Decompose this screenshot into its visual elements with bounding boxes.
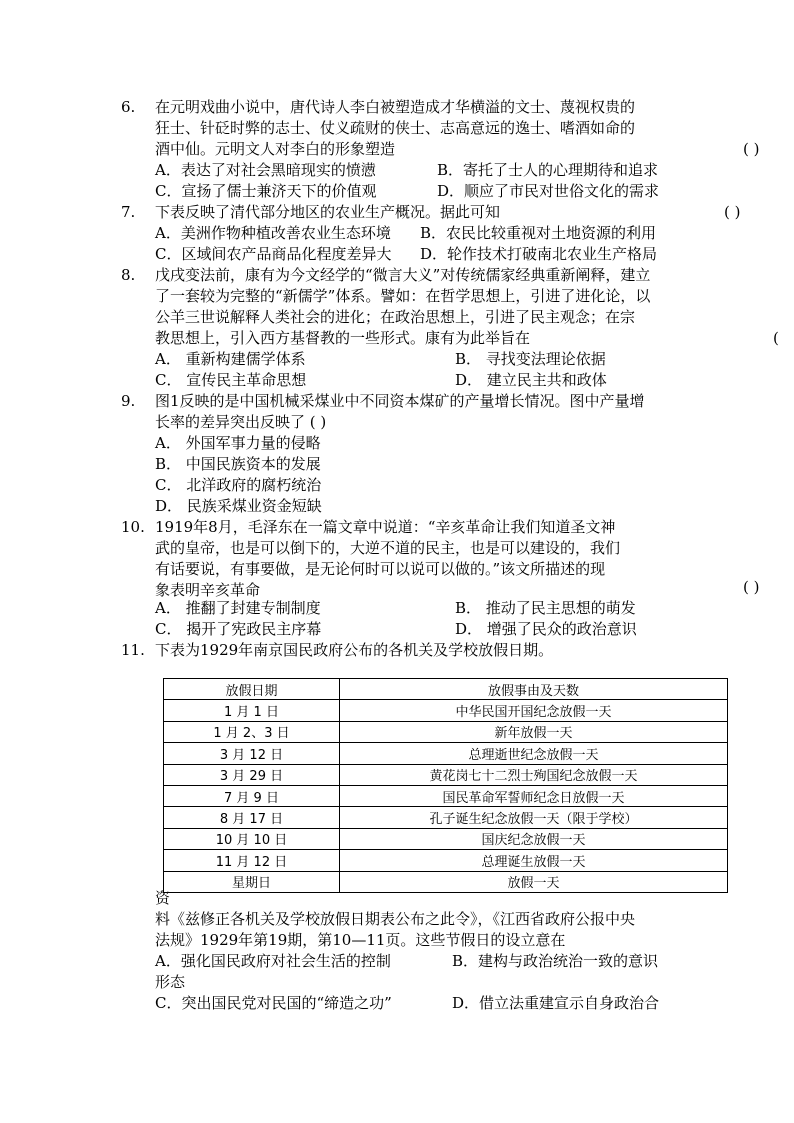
option-c: C．区域间农产品商品化程度差异大	[155, 245, 392, 263]
answer-bracket: (	[773, 329, 779, 347]
question-number: 9.	[121, 392, 136, 410]
table-cell-date: 10 月 10 日	[164, 828, 340, 849]
question-number: 7.	[121, 203, 136, 221]
table-row	[164, 871, 728, 892]
table-row	[164, 764, 728, 785]
table-header-cell: 放假事由及天数	[340, 679, 728, 700]
question-number: 11.	[121, 641, 145, 659]
option-a: A． 外国军事力量的侵略	[155, 434, 321, 452]
option-b: B． 中国民族资本的发展	[155, 455, 321, 473]
question-text-line: 武的皇帝，也是可以倒下的，大逆不道的民主，也是可以建设的，我们	[155, 539, 621, 557]
table-cell-reason: 国庆纪念放假一天	[340, 828, 728, 849]
holiday-table	[163, 678, 728, 893]
option-d: D． 增强了民众的政治意识	[455, 620, 637, 638]
table-header-row	[164, 679, 728, 700]
source-line: 料《兹修正各机关及学校放假日期表公布之此令》，《江西省政府公报中央	[155, 910, 636, 928]
table-cell-date: 3 月 12 日	[164, 743, 340, 764]
option-c: C．突出国民党对民国的“缔造之功”	[155, 994, 392, 1012]
option-b: B．农民比较重视对土地资源的利用	[420, 224, 657, 242]
option-a: A．强化国民政府对社会生活的控制	[155, 952, 391, 970]
source-head: 资	[155, 889, 171, 907]
option-a: A． 重新构建儒学体系	[155, 350, 306, 368]
option-b: B．寄托了士人的心理期待和追求	[437, 161, 659, 179]
table-row	[164, 850, 728, 871]
answer-bracket: ( )	[724, 203, 741, 221]
question-number: 8.	[121, 266, 136, 284]
question-text-line: 了一套较为完整的“新儒学”体系。譬如：在哲学思想上，引进了进化论，以	[155, 287, 651, 305]
table-cell-date: 星期日	[164, 871, 340, 892]
option-c: C．宣扬了儒士兼济天下的价值观	[155, 182, 377, 200]
table-row	[164, 828, 728, 849]
table-row	[164, 743, 728, 764]
option-d: D． 民族采煤业资金短缺	[155, 497, 322, 515]
option-a: A．表达了对社会黑暗现实的愤懑	[155, 161, 376, 179]
option-c: C． 宣传民主革命思想	[155, 371, 307, 389]
source-line: 法规》1929年第19期，第10—11页。这些节假日的设立意在	[155, 931, 566, 949]
table-row	[164, 700, 728, 721]
question-text-line: 下表为1929年南京国民政府公布的各机关及学校放假日期。	[155, 641, 554, 659]
option-c: C． 北洋政府的腐朽统治	[155, 476, 322, 494]
option-a: A．美洲作物种植改善农业生态环境	[155, 224, 391, 242]
table-row	[164, 785, 728, 806]
table-row	[164, 721, 728, 742]
table-cell-date: 1 月 2、3 日	[164, 721, 340, 742]
question-number: 6.	[121, 98, 136, 116]
option-b: B． 寻找变法理论依据	[455, 350, 606, 368]
question-text-line: 长率的差异突出反映了 ( )	[155, 413, 327, 431]
question-text-line: 教思想上，引入西方基督教的一些形式。康有为此举旨在	[155, 329, 531, 347]
option-b: B． 推动了民主思想的萌发	[455, 599, 636, 617]
table-cell-reason: 中华民国开国纪念放假一天	[340, 700, 728, 721]
option-b: B．建构与政治统治一致的意识	[452, 952, 659, 970]
question-text-line: 戊戌变法前，康有为今文经学的“微言大义”对传统儒家经典重新阐释，建立	[155, 266, 651, 284]
option-a: A． 推翻了封建专制制度	[155, 599, 321, 617]
table-cell-reason: 放假一天	[340, 871, 728, 892]
table-row	[164, 807, 728, 828]
table-cell-reason: 总理诞生放假一天	[340, 850, 728, 871]
table-cell-date: 11 月 12 日	[164, 850, 340, 871]
option-d: D．借立法重建宣示自身政治合	[452, 994, 660, 1012]
option-d: D．轮作技术打破南北农业生产格局	[420, 245, 658, 263]
question-text-line: 公羊三世说解释人类社会的进化；在政治思想上，引进了民主观念；在宗	[155, 308, 636, 326]
question-text-line: 有话要说，有事要做，是无论何时可以说可以做的。”该文所描述的现	[155, 560, 606, 578]
table-cell-reason: 新年放假一天	[340, 721, 728, 742]
question-text-line: 酒中仙。元明文人对李白的形象塑造	[155, 140, 396, 158]
question-text-line: 象表明辛亥革命	[155, 581, 261, 599]
table-cell-reason: 黄花岗七十二烈士殉国纪念放假一天	[340, 764, 728, 785]
answer-bracket: ( )	[743, 578, 760, 596]
option-b-continued: 形态	[155, 973, 186, 991]
table-cell-reason: 孔子诞生纪念放假一天（限于学校）	[340, 807, 728, 828]
question-text-line: 图1反映的是中国机械采煤业中不同资本煤矿的产量增长情况。图中产量增	[155, 392, 645, 410]
table-cell-date: 7 月 9 日	[164, 785, 340, 806]
question-text-line: 在元明戏曲小说中，唐代诗人李白被塑造成才华横溢的文士、蔑视权贵的	[155, 98, 636, 116]
question-text-line: 1919年8月，毛泽东在一篇文章中说道：“辛亥革命让我们知道圣文神	[155, 518, 616, 536]
option-d: D． 建立民主共和政体	[455, 371, 607, 389]
answer-bracket: ( )	[743, 140, 760, 158]
table-cell-date: 3 月 29 日	[164, 764, 340, 785]
table-cell-reason: 国民革命军誓师纪念日放假一天	[340, 785, 728, 806]
option-d: D．顺应了市民对世俗文化的需求	[437, 182, 660, 200]
option-c: C． 揭开了宪政民主序幕	[155, 620, 322, 638]
table-cell-date: 1 月 1 日	[164, 700, 340, 721]
question-text-line: 下表反映了清代部分地区的农业生产概况。据此可知	[155, 203, 501, 221]
question-text-line: 狂士、针砭时弊的志士、仗义疏财的侠士、志高意远的逸士、嗜酒如命的	[155, 119, 636, 137]
table-cell-reason: 总理逝世纪念放假一天	[340, 743, 728, 764]
table-cell-date: 8 月 17 日	[164, 807, 340, 828]
question-number: 10.	[121, 518, 145, 536]
table-header-cell: 放假日期	[164, 679, 340, 700]
